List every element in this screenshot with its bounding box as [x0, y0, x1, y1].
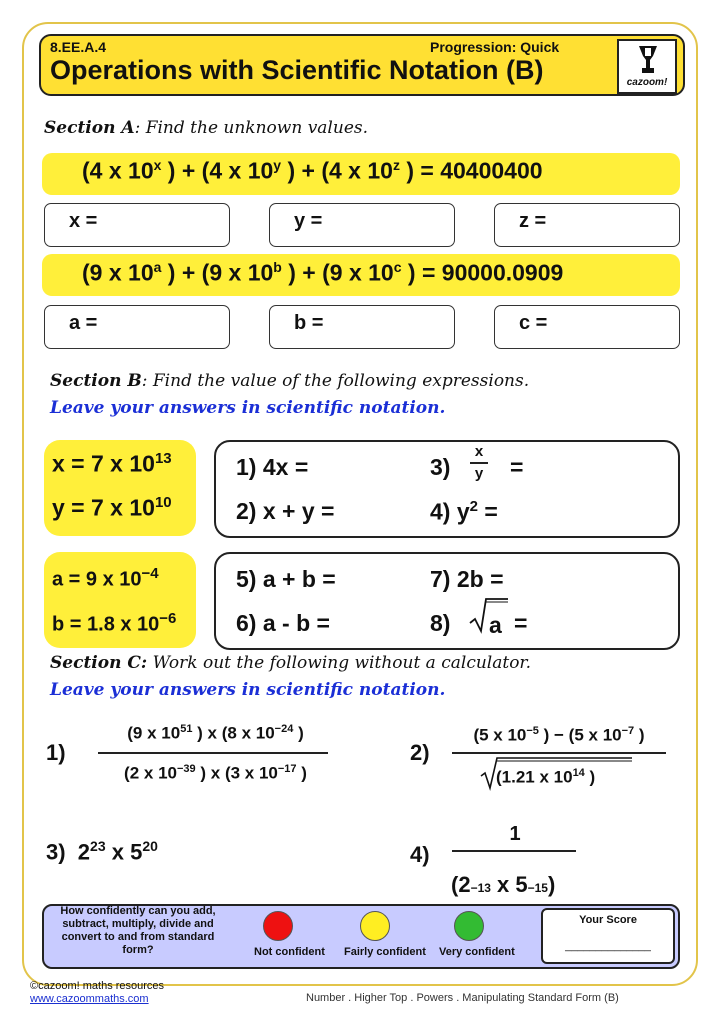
problem-1-fraction-line: [98, 752, 328, 754]
answer-label-b: b =: [294, 312, 324, 334]
answer-label-y: y =: [294, 210, 323, 232]
score-blank: ______________: [565, 940, 651, 952]
answer-box-x[interactable]: [44, 203, 230, 247]
problem-1-numerator: (9 x $10^{51}$ ) x (8 x $10^{-24}$ ): [127, 723, 304, 743]
question-3-fraction-line: [470, 462, 488, 464]
question-1: 1) 4x =: [236, 454, 309, 480]
answer-box-b[interactable]: [269, 305, 455, 349]
topic-path: Number . Higher Top . Powers . Manipulating Standard Form (B): [306, 992, 619, 1004]
problem-1-label: 1): [46, 740, 66, 765]
given-y: y = 7 x $10^{10}$: [52, 494, 172, 521]
problem-4-label: 4): [410, 842, 430, 867]
logo-text: cazoom!: [626, 77, 668, 88]
question-4: 4) $y^2$ =: [430, 498, 498, 525]
worksheet-title: Operations with Scientific Notation (B): [50, 55, 544, 85]
answer-label-a: a =: [69, 312, 98, 334]
question-6: 6) a - b =: [236, 610, 330, 636]
question-3-number: 3): [430, 454, 451, 480]
very-confident-dot[interactable]: [454, 911, 484, 941]
answer-box-z[interactable]: [494, 203, 680, 247]
question-3-numerator: x: [474, 443, 484, 460]
section-c-note: Leave your answers in scientific notation.: [50, 680, 446, 700]
answer-label-c: c =: [519, 312, 548, 334]
not-confident-label: Not confident: [254, 946, 325, 958]
fairly-confident-dot[interactable]: [360, 911, 390, 941]
confidence-question: How confidently can you add, subtract, multiply, divide and convert to and from standard form?: [60, 905, 216, 956]
cazoom-logo: [617, 39, 677, 94]
score-box[interactable]: [541, 908, 675, 964]
progression-label: Progression: Quick: [430, 39, 560, 55]
question-3-denominator: y: [474, 465, 484, 482]
question-8-equals: =: [514, 610, 528, 636]
section-a-heading: Section A: Find the unknown values.: [44, 118, 369, 138]
very-confident-label: Very confident: [439, 946, 515, 958]
section-b-heading: Section B: Find the value of the following expressions.: [50, 371, 530, 391]
question-5: 5) a + b =: [236, 566, 336, 592]
question-7: 7) 2b =: [430, 566, 504, 592]
score-label: Your Score: [579, 914, 637, 926]
equation-1: (4 x 10$^x$ ) + (4 x 10$^y$ ) + (4 x 10$^z$ ) = 40400400: [82, 157, 543, 184]
problem-1-denominator: (2 x $10^{-39}$ ) x (3 x $10^{-17}$ ): [124, 763, 307, 783]
answer-box-c[interactable]: [494, 305, 680, 349]
problem-2-denominator: (1.21 x $10^{14}$ ): [496, 767, 596, 787]
problem-4-numerator: 1: [509, 823, 521, 845]
fairly-confident-label: Fairly confident: [344, 946, 426, 958]
answer-box-y[interactable]: [269, 203, 455, 247]
given-b: b = 1.8 x $10^{-6}$: [52, 610, 177, 636]
problem-3: 3) $2^{23}$ x $5^{20}$: [46, 838, 158, 865]
equation-2: (9 x 10$^a$ ) + (9 x 10$^b$ ) + (9 x 10$^c$ ) = 90000.0909: [82, 259, 564, 286]
problem-2-label: 2): [410, 740, 430, 765]
trophy-icon: [633, 46, 663, 74]
question-8-variable: a: [489, 612, 502, 638]
section-b-note: Leave your answers in scientific notation.: [50, 398, 446, 418]
answer-box-a[interactable]: [44, 305, 230, 349]
problem-2-fraction-line: [452, 752, 666, 754]
answer-label-x: x =: [69, 210, 98, 232]
copyright-text: ©cazoom! maths resources: [30, 980, 165, 992]
problem-4-fraction-line: [452, 850, 576, 852]
given-x: x = 7 x $10^{13}$: [52, 450, 172, 477]
given-a: a = 9 x $10^{-4}$: [52, 565, 159, 591]
standard-code: 8.EE.A.4: [50, 39, 107, 55]
question-2: 2) x + y =: [236, 498, 335, 524]
question-3-equals: =: [510, 454, 524, 480]
answer-label-z: z =: [519, 210, 547, 232]
problem-2-numerator: (5 x $10^{-5}$ ) − (5 x $10^{-7}$ ): [473, 725, 645, 745]
square-root-icon: [468, 595, 508, 635]
question-8-number: 8): [430, 610, 451, 636]
not-confident-dot[interactable]: [263, 911, 293, 941]
problem-4-denominator: (2−13 x 5−15): [451, 872, 556, 897]
website-link[interactable]: www.cazoommaths.com: [30, 993, 149, 1005]
section-c-heading: Section C: Work out the following without a calculator.: [50, 653, 532, 673]
